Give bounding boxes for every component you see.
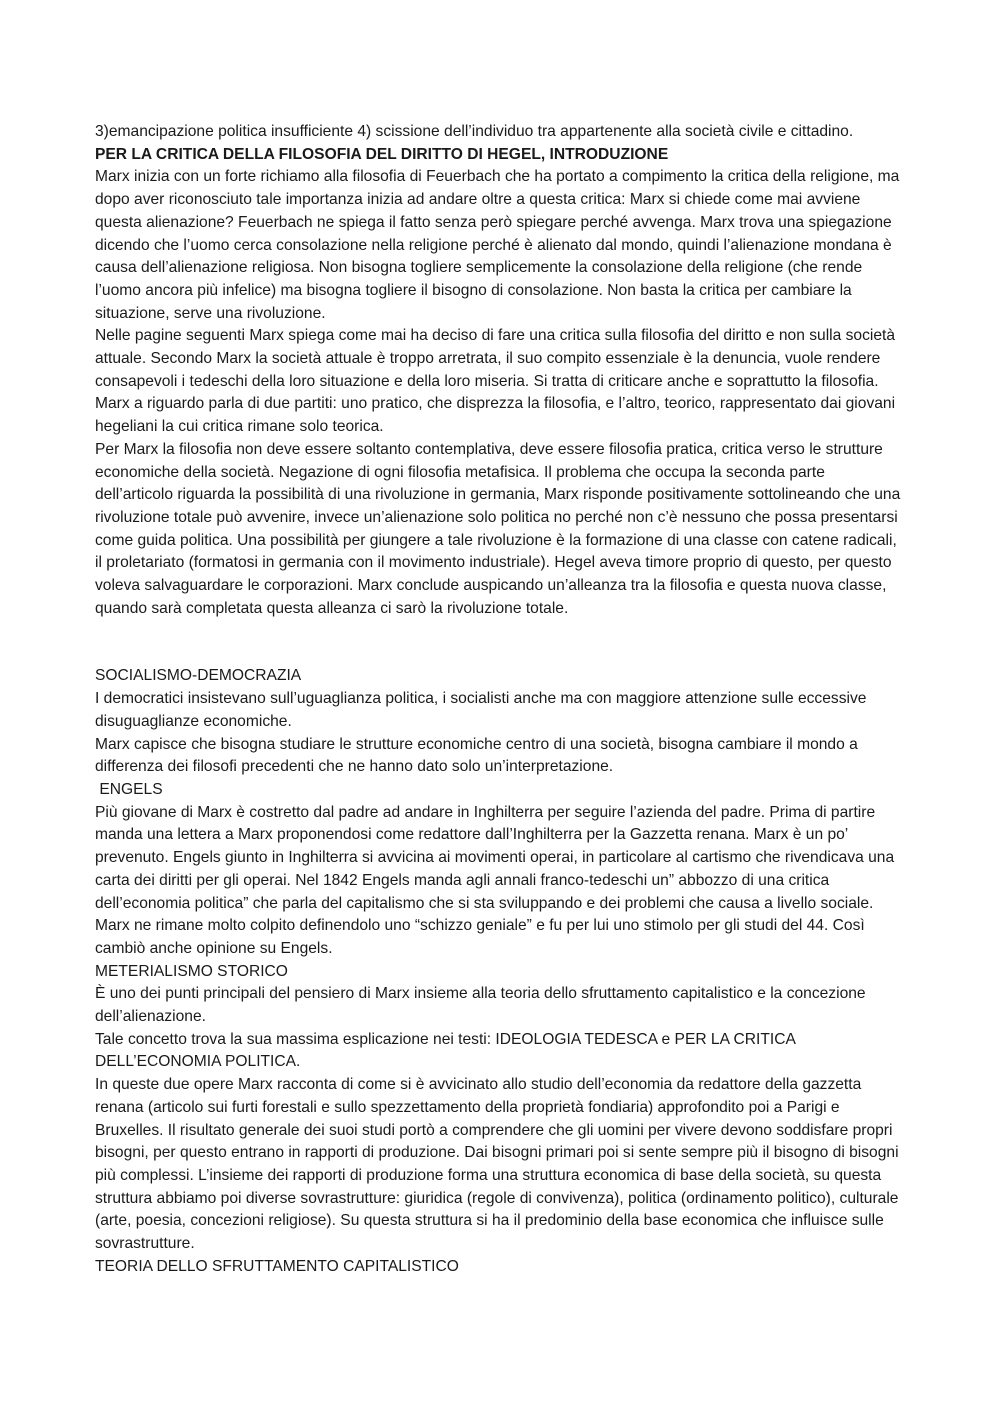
paragraph: 3)emancipazione politica insufficiente 4) scissione dell’individuo tra appartenente alla società civile e cittadino. (95, 123, 854, 140)
section-heading: METERIALISMO STORICO (95, 962, 288, 980)
paragraph: Per Marx la filosofia non deve essere soltanto contemplativa, deve essere filosofia pratica, critica verso le strutture economiche della società. Negazione di ogni filosofia metafisica. Il problema che occupa la seconda parte dell’articolo riguarda la possibilità di una rivoluzione in germania, Marx risponde positivamente sottolineando che una rivoluzione totale può avvenire, invece un’alienazione solo politica no perché non c’è nessuno che possa presentarsi come guida politica. Una possibilità per giungere a tale rivoluzione è la formazione di una classe con catene radicali, il proletariato (formatosi in germania con il movimento industriale). Hegel aveva timore proprio di questo, per questo voleva salvaguardare le corporazioni. Marx conclude auspicando un’alleanza tra la filosofia e questa nuova classe, quando sarà completata questa alleanza ci sarò la rivoluzione totale. (95, 440, 901, 617)
paragraph: I democratici insistevano sull’uguaglianza politica, i socialisti anche ma con maggiore attenzione sulle eccessive disuguaglianze economiche. (95, 690, 867, 730)
paragraph: In queste due opere Marx racconta di come si è avvicinato allo studio dell’economia da redattore della gazzetta renana (articolo sui furti forestali e sullo spezzettamento della proprietà fondiaria) approfondito poi a Parigi e Bruxelles. Il risultato generale dei suoi studi portò a comprendere che gli uomini per vivere devono soddisfare propri bisogni, per questo entrano in rapporti di produzione. Dai bisogni primari poi si sente sempre più il bisogno di bisogni più complessi. L’insieme dei rapporti di produzione forma una struttura economica di base della società, su questa struttura abbiamo poi diverse sovrastrutture: giuridica (regole di convivenza), politica (ordinamento politico), culturale (arte, poesia, concezioni religiose). Su questa struttura si ha il predominio della base economica che influisce sulle sovrastrutture. (95, 1076, 899, 1253)
blank-space (95, 620, 907, 665)
paragraph: Tale concetto trova la sua massima esplicazione nei testi: IDEOLOGIA TEDESCA e PER LA CRITICA DELL’ECONOMIA POLITICA. (95, 1030, 795, 1071)
section-heading: ENGELS (95, 780, 163, 798)
paragraph: Marx inizia con un forte richiamo alla filosofia di Feuerbach che ha portato a compimento la critica della religione, ma dopo aver riconosciuto tale importanza inizia ad andare oltre a questa critica: Marx si chiede come mai avviene questa alienazione? Feuerbach ne spiega il fatto senza però spiegare perché avvenga. Marx trova una spiegazione dicendo che l’uomo cerca consolazione nella religione perché è alienato dal mondo, quindi l’alienazione mondana è causa dell’alienazione religiosa. Non bisogna togliere semplicemente la consolazione della religione (che rende l’uomo ancora più infelice) ma bisogna togliere il bisogno di consolazione. Non basta la critica per cambiare la situazione, serve una rivoluzione. (95, 168, 900, 322)
section-heading: TEORIA DELLO SFRUTTAMENTO CAPITALISTICO (95, 1257, 459, 1275)
section-heading: PER LA CRITICA DELLA FILOSOFIA DEL DIRITTO DI HEGEL, INTRODUZIONE (95, 145, 669, 163)
paragraph: Nelle pagine seguenti Marx spiega come mai ha deciso di fare una critica sulla filosofia del diritto e non sulla società attuale. Secondo Marx la società attuale è troppo arretrata, il suo compito essenziale è la denuncia, vuole rendere consapevoli i tedeschi della loro situazione e della loro miseria. Si tratta di criticare anche e soprattutto la filosofia. Marx a riguardo parla di due partiti: uno pratico, che disprezza la filosofia, e l’altro, teorico, rappresentato dai giovani hegeliani la cui critica rimane solo teorica. (95, 327, 896, 436)
paragraph: Marx capisce che bisogna studiare le strutture economiche centro di una società, bisogna cambiare il mondo a differenza dei filosofi precedenti che ne hanno dato solo un’interpretazione. (95, 735, 858, 776)
paragraph: Più giovane di Marx è costretto dal padre ad andare in Inghilterra per seguire l’azienda del padre. Prima di partire manda una lettera a Marx proponendosi come redattore dall’Inghilterra per la Gazzetta renana. Marx è un po’ prevenuto. Engels giunto in Inghilterra si avvicina ai movimenti operai, in particolare al cartismo che rivendicava una carta dei diritti per gli operai. Nel 1842 Engels manda agli annali franco-tedeschi un” abbozzo di una critica dell’economia politica” che parla del capitalismo che si sta sviluppando e dei problemi che causa a livello sociale. Marx ne rimane molto colpito definendolo uno “schizzo geniale” e fu per lui uno stimolo per gli studi del 44. Così cambiò anche opinione su Engels. (95, 803, 895, 957)
paragraph: È uno dei punti principali del pensiero di Marx insieme alla teoria dello sfruttamento capitalistico e la concezione dell’alienazione. (95, 985, 866, 1026)
document-body (95, 121, 907, 1278)
section-heading: SOCIALISMO-DEMOCRAZIA (95, 667, 302, 685)
